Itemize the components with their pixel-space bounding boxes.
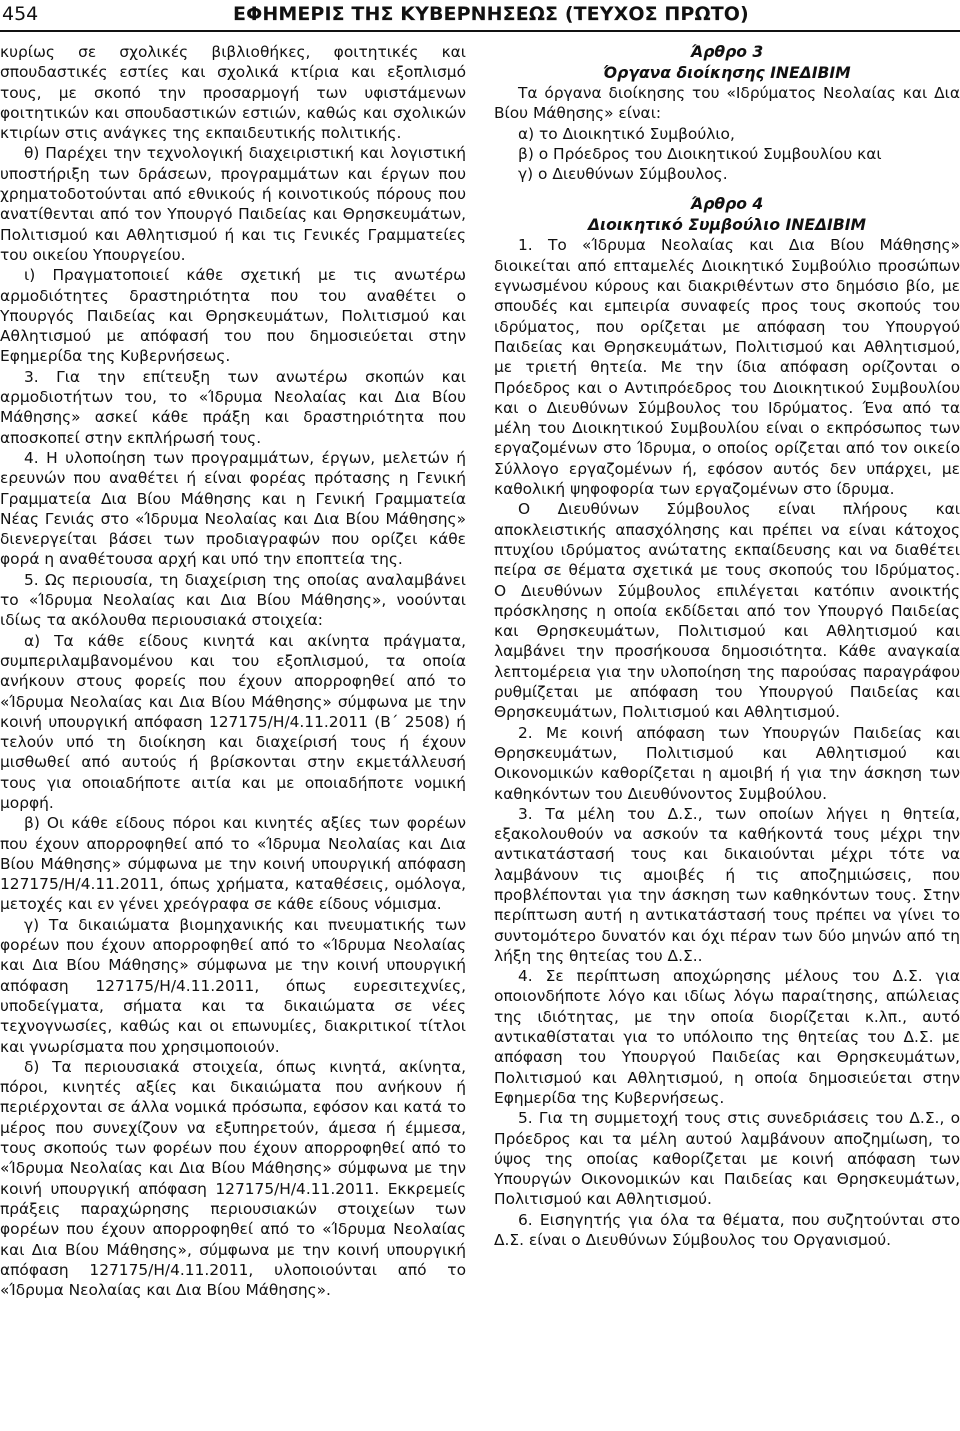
paragraph: 4. Σε περίπτωση αποχώρησης μέλους του Δ.Σ. για οποιονδήποτε λόγο και ιδίως λόγω παραίτησης, απώλειας της ιδιότητας, με την οποία διορίζεται κ.λπ., αυτό αντικαθίσταται για το υπόλοιπο της θητείας του Δ.Σ. με απόφαση του Υπουργού Παιδείας και Θρησκευμάτων, Πολιτισμού και Αθλητισμού, η οποία δημοσιεύεται στην Εφημερίδα της Κυβερνήσεως.	[494, 967, 960, 1107]
paragraph: 1. Το «Ίδρυμα Νεολαίας και Δια Βίου Μάθησης» διοικείται από επταμελές Διοικητικό Συμβούλιο προσώπων εγνωσμένου κύρους και διακριθέντων στο δημόσιο βίο, με σπουδές και εμπειρία συναφείς προς τους σκοπούς του ιδρύματος, που ορίζεται με απόφαση του Υπουργού Παιδείας και Θρησκευμάτων, Πολιτισμού και Αθλητισμού, με τριετή θητεία. Με την ίδια απόφαση ορίζονται ο Πρόεδρος και ο Αντιπρόεδρος του Διοικητικού Συμβουλίου και ο Διευθύνων Σύμβουλος του Ιδρύματος. Ένα από τα μέλη του Διοικητικού Συμβουλίου είναι ο εκπρόσωπος των εργαζομένων στο Ίδρυμα, ο οποίος ορίζεται από τον οικείο Σύλλογο εργαζομένων ή, εφόσον αυτός δεν υπάρχει, με καθολική ψηφοφορία των εργαζομένων στο ίδρυμα.	[494, 236, 960, 499]
paragraph: 2. Με κοινή απόφαση των Υπουργών Παιδείας και Θρησκευμάτων, Πολιτισμού και Αθλητισμού και Οικονομικών καθορίζεται η αμοιβή ή για την άσκηση των καθηκόντων του Διευθύνοντος Συμβούλου.	[494, 723, 960, 803]
header-rule	[0, 30, 960, 32]
page-header	[0, 0, 960, 34]
paragraph: 6. Εισηγητής για όλα τα θέματα, που συζητούνται στο Δ.Σ. είναι ο Διευθύνων Σύμβουλος του Οργανισμού.	[494, 1210, 960, 1250]
paragraph: 3. Τα μέλη του Δ.Σ., των οποίων λήγει η θητεία, εξακολουθούν να ασκούν τα καθήκοντά τους μέχρι την αντικατάστασή τους και δικαιούνται μέχρι τότε να λαμβάνουν τις αμοιβές ή τις αποζημιώσεις, που προβλέπονται για την άσκηση των καθηκόντων τους. Στην περίπτωση αυτή η αντικατάστασή τους πρέπει να γίνει το συντομότερο δυνατόν και όχι πέραν των δύο μηνών από τη λήξη της θητείας του Δ.Σ..	[494, 804, 960, 965]
paragraph: γ) Τα δικαιώματα βιομηχανικής και πνευματικής των φορέων που έχουν απορροφηθεί από το «Ίδρυμα Νεολαίας και Δια Βίου Μάθησης» σύμφωνα με την κοινή υπουργική απόφαση 127175/Η/4.11.2011, όπως ευρεσιτεχνίες, υποδείγματα, σήματα και τα δικαιώματα σε νέες τεχνογνωσίες, καθώς και οι επωνυμίες, διακριτικοί τίτλοι και γνωρίσματα που χρησιμοποιούν.	[0, 915, 466, 1056]
paragraph: Ο Διευθύνων Σύμβουλος είναι πλήρους και αποκλειστικής απασχόλησης και πρέπει να είναι κάτοχος πτυχίου ιδρύματος ανώτατης εκπαίδευσης και να διαθέτει πείρα σε θέματα σχετικά με τους σκοπούς του Ιδρύματος. Ο Διευθύνων Σύμβουλος επιλέγεται κατόπιν ανοικτής πρόσκλησης η οποία εκδίδεται από τον Υπουργό Παιδείας και Θρησκευμάτων, Πολιτισμού και Αθλητισμού και λαμβάνει την προσήκουσα δημοσιότητα. Κάθε αναγκαία λεπτομέρεια για την υλοποίηση της παρούσας παραγράφου ρυθμίζεται με απόφαση του Υπουργού Παιδείας και Θρησκευμάτων, Πολιτισμού και Αθλητισμού.	[494, 500, 960, 722]
paragraph: 5. Για τη συμμετοχή τους στις συνεδριάσεις του Δ.Σ., ο Πρόεδρος και τα μέλη αυτού λαμβάνουν αποζημίωση, το ύψος της οποίας καθορίζεται με κοινή απόφαση των Υπουργών Οικονομικών και Παιδείας και Θρησκευμάτων, Πολιτισμού και Αθλητισμού.	[494, 1109, 960, 1209]
article-3-title: Άρθρο 3	[690, 43, 764, 61]
article-4-name: Διοικητικό Συμβούλιο ΙΝΕΔΙΒΙΜ	[587, 215, 867, 234]
journal-title: ΕΦΗΜΕΡΙΣ ΤΗΣ ΚΥΒΕΡΝΗΣΕΩΣ (ΤΕΥΧΟΣ ΠΡΩΤΟ)	[233, 3, 749, 25]
paragraph: β) Οι κάθε είδους πόροι και κινητές αξίες των φορέων που έχουν απορροφηθεί από το «Ίδρυμα Νεολαίας και Δια Βίου Μάθησης» σύμφωνα με την κοινή υπουργική απόφαση 127175/Η/4.11.2011, όπως χρήματα, καταθέσεις, ομόλογα, μετοχές και εν γένει χρεόγραφα σε κάθε είδους νόμισμα.	[0, 814, 466, 914]
page-number: 454	[2, 3, 39, 25]
article-3-name: Όργανα διοίκησης ΙΝΕΔΙΒΙΜ	[603, 63, 851, 82]
list-item: α) το Διοικητικό Συμβούλιο,	[518, 124, 735, 143]
paragraph: θ) Παρέχει την τεχνολογική διαχειριστική και λογιστική υποστήριξη των δράσεων, προγραμμάτων και έργων που χρηματοδοτούνται από εθνικούς ή κοινοτικούς πόρους που ανατίθενται από τον Υπουργό Παιδείας και Θρησκευμάτων, Πολιτισμού και Αθλητισμού ή και τις Γενικές Γραμματείες του οικείου Υπουργείου.	[0, 144, 466, 264]
list-item: β) ο Πρόεδρος του Διοικητικού Συμβουλίου και	[518, 144, 882, 163]
spacer	[494, 184, 960, 194]
left-column	[0, 42, 466, 1300]
paragraph: κυρίως σε σχολικές βιβλιοθήκες, φοιτητικές και σπουδαστικές εστίες και σχολικά κτίρια και εξοπλισμό τους, με σκοπό την προσαρμογή των υφιστάμενων φοιτητικών και σπουδαστικών εστιών, καθώς και σχολικών κτιρίων στις ανάγκες της εκπαιδευτικής πολιτικής.	[0, 43, 466, 143]
paragraph: Τα όργανα διοίκησης του «Ιδρύματος Νεολαίας και Δια Βίου Μάθησης» είναι:	[494, 84, 960, 123]
paragraph: 3. Για την επίτευξη των ανωτέρω σκοπών και αρμοδιοτήτων του, το «Ίδρυμα Νεολαίας και Δια Βίου Μάθησης» ασκεί κάθε πράξη και δραστηριότητα που αποσκοπεί στην εκπλήρωσή τους.	[0, 367, 466, 447]
paragraph: α) Τα κάθε είδους κινητά και ακίνητα πράγματα, συμπεριλαμβανομένου και του εξοπλισμού, τα οποία ανήκουν στους φορείς που έχουν απορροφηθεί από το «Ίδρυμα Νεολαίας και Δια Βίου Μάθησης» σύμφωνα με την κοινή υπουργική απόφαση 127175/Η/4.11.2011 (Β΄ 2508) ή τελούν υπό τη διοίκηση και διαχείρισή τους ή έχουν μισθωθεί από αυτούς ή βρίσκονται στην εκμετάλλευσή τους για οποιαδήποτε αιτία και με οποιαδήποτε νομική μορφή.	[0, 631, 466, 812]
list-item: γ) ο Διευθύνων Σύμβουλος.	[518, 165, 728, 184]
paragraph: 5. Ως περιουσία, τη διαχείριση της οποίας αναλαμβάνει το «Ίδρυμα Νεολαίας και Δια Βίου Μάθησης», νοούνται ιδίως τα ακόλουθα περιουσιακά στοιχεία:	[0, 570, 466, 630]
article-4-title: Άρθρο 4	[690, 195, 764, 214]
paragraph: 4. Η υλοποίηση των προγραμμάτων, έργων, μελετών ή ερευνών που αναθέτει ή είναι φορέας πρότασης η Γενική Γραμματεία Δια Βίου Μάθησης και η Γενική Γραμματεία Νέας Γενιάς στο «Ίδρυμα Νεολαίας και Δια Βίου Μάθησης» διενεργείται βάσει των προδιαγραφών που ορίζει κάθε φορά η αναθέτουσα αρχή και υπό την εποπτεία της.	[0, 448, 466, 569]
right-column	[494, 42, 960, 1250]
paragraph: δ) Τα περιουσιακά στοιχεία, όπως κινητά, ακίνητα, πόροι, κινητές αξίες και δικαιώματα που ανήκουν ή περιέρχονται σε άλλα νομικά πρόσωπα, εφόσον και κατά το μέρος που συνεχίζουν να εξυπηρετούν, άμεσα ή έμμεσα, τους σκοπούς των φορέων που έχουν απορροφηθεί από το «Ίδρυμα Νεολαίας και Δια Βίου Μάθησης» σύμφωνα με την κοινή υπουργική απόφαση 127175/Η/4.11.2011. Εκκρεμείς πράξεις παραχώρησης περιουσιακών στοιχείων των φορέων που έχουν απορροφηθεί από το «Ίδρυμα Νεολαίας και Δια Βίου Μάθησης», σύμφωνα με την κοινή υπουργική απόφαση 127175/Η/4.11.2011, υλοποιούνται από το «Ίδρυμα Νεολαίας και Δια Βίου Μάθησης».	[0, 1057, 466, 1300]
paragraph: ι) Πραγματοποιεί κάθε σχετική με τις ανωτέρω αρμοδιότητες δραστηριότητα που του αναθέτει ο Υπουργός Παιδείας και Θρησκευμάτων, Πολιτισμού και Αθλητισμού με απόφασή του που δημοσιεύεται στην Εφημερίδα της Κυβερνήσεως.	[0, 266, 466, 366]
